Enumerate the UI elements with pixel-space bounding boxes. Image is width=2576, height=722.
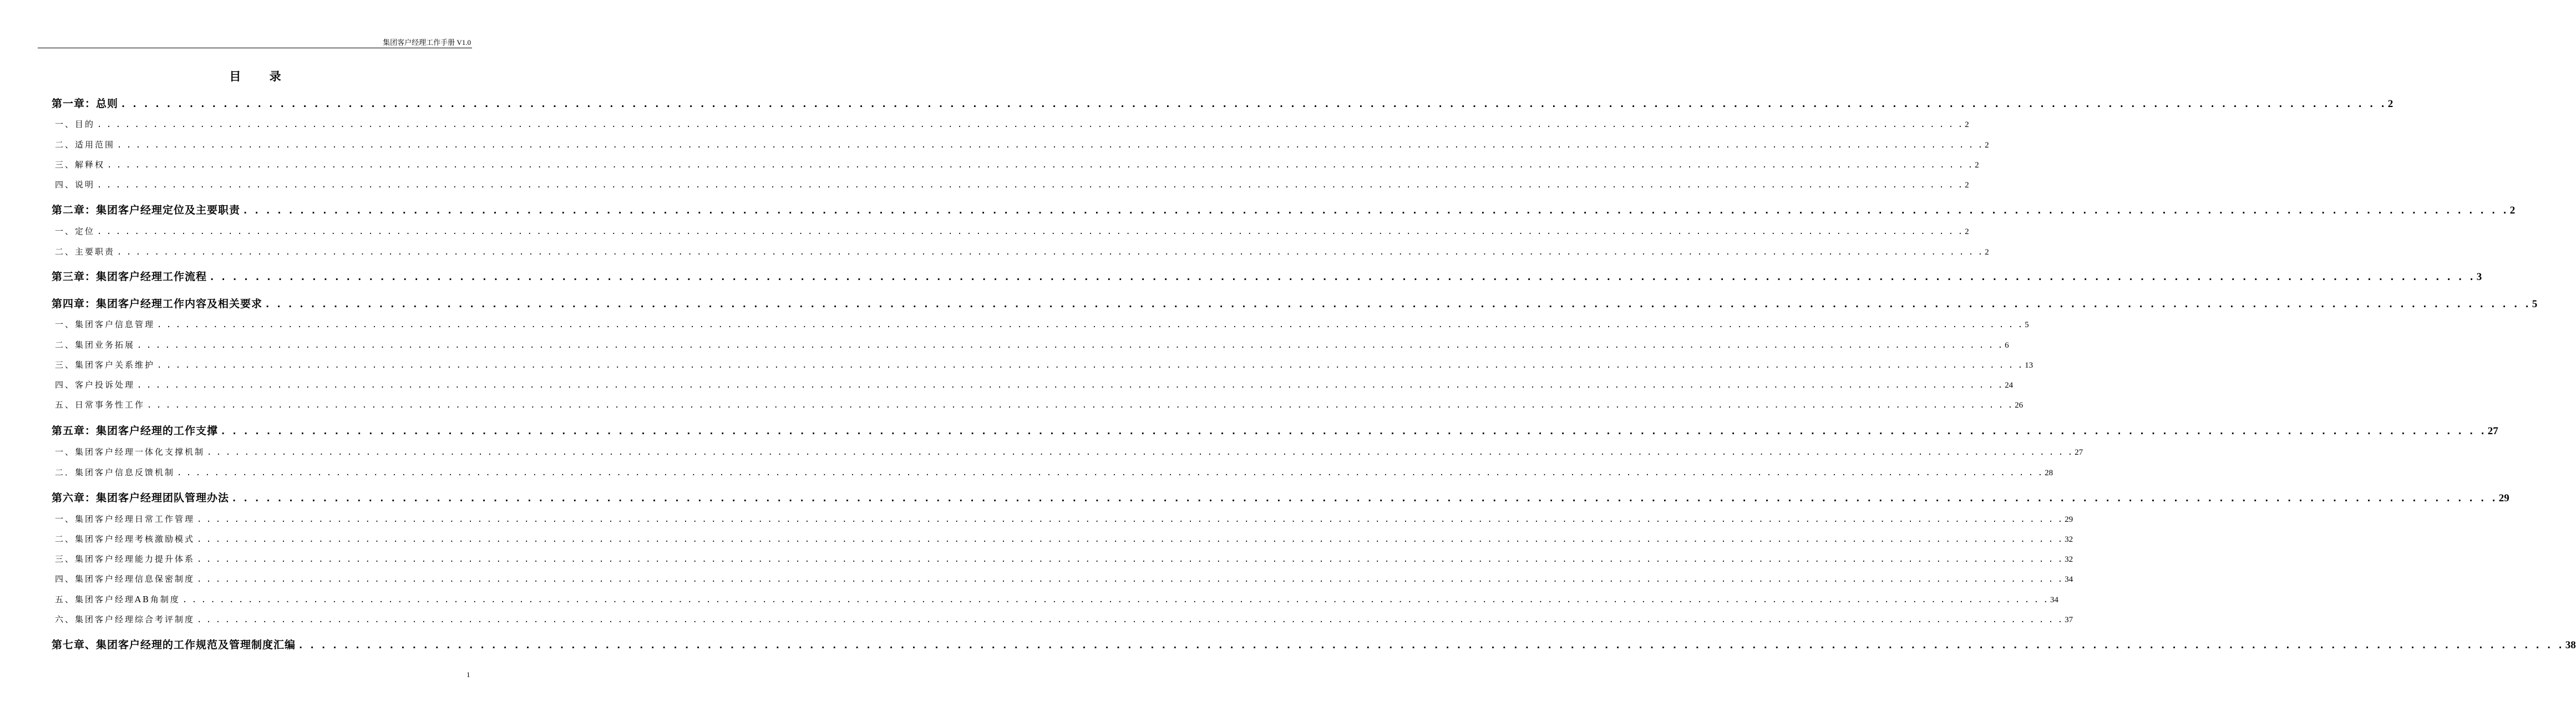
toc-entry-page: 27 bbox=[2487, 425, 2498, 437]
dot-leader: . . . . . . . . . . . . . . . . . . . . . . . . . . . . . . . . . . . . . . . . . . . . . . . . . . . . . . . . . . . . . . . . . . . . . . . . . . . . . . . . . . . . . . . . . . . . . . . . . . . . . . . . . . . . . . . . . . . . . . . . . . . . . . . . . . . . . . . . . . . . . . . . . . . . . . . . . . . . . . . . . . . . . . . . . . . . . . . . . . . . . . . . . . . . . . . . . . . . . . . . bbox=[97, 120, 1963, 129]
dot-leader: . . . . . . . . . . . . . . . . . . . . . . . . . . . . . . . . . . . . . . . . . . . . . . . . . . . . . . . . . . . . . . . . . . . . . . . . . . . . . . . . . . . . . . . . . . . . . . . . . . . . . . . . . . . . . . . . . . . . . . . . . . . . . . . . . . . . . . . . . . . . . . . . . . . . . . . . . . . . . . . . . . . . . . . . . . . . . . . . . . . . . . . . . . . . . . . . . . . . . . . . bbox=[207, 448, 2073, 457]
dot-leader: . . . . . . . . . . . . . . . . . . . . . . . . . . . . . . . . . . . . . . . . . . . . . . . . . . . . . . . . . . . . . . . . . . . . . . . . . . . . . . . . . . . . . . . . . . . . . . . . . . . . . . . . . . . . . . . . . . . . . . . . . . . . . . . . . . . . . . . . . . . . . . . . . . . . . . . . . . . . . . . . . . . . . . . . . . . . . . . . . . . . . . . . . . . . . . . . . . . . . . . . bbox=[147, 401, 2013, 410]
toc-entry-section[interactable] bbox=[52, 139, 1989, 150]
toc-entry-title: 第五章：集团客户经理的工作支撑 bbox=[52, 425, 219, 437]
dot-leader: . . . . . . . . . . . . . . . . . . . . . . . . . . . . . . . . . . . . . . . . . . . . . . . . . . . . . . . . . . . . . . . . . . . . . . . . . . . . . . . . . . . . . . . . . . . . . . . . . . . . . . . . . . . . . . . . . . . . . . . . . . . . . . . . . . . . . . . . . . . . . . . . . . . . . . . . . . . . . . . . . . . . . . . . . . . . . . . . . . . . . . . . . . . . . . . . . . . . . . . . bbox=[298, 640, 2563, 651]
dot-leader: . . . . . . . . . . . . . . . . . . . . . . . . . . . . . . . . . . . . . . . . . . . . . . . . . . . . . . . . . . . . . . . . . . . . . . . . . . . . . . . . . . . . . . . . . . . . . . . . . . . . . . . . . . . . . . . . . . . . . . . . . . . . . . . . . . . . . . . . . . . . . . . . . . . . . . . . . . . . . . . . . . . . . . . . . . . . . . . . . . . . . . . . . . . . . . . . . . . . . . . . bbox=[265, 299, 2530, 310]
toc-entry-chapter[interactable] bbox=[52, 423, 2498, 438]
toc-entry-page: 2 bbox=[1965, 120, 1969, 129]
dot-leader: . . . . . . . . . . . . . . . . . . . . . . . . . . . . . . . . . . . . . . . . . . . . . . . . . . . . . . . . . . . . . . . . . . . . . . . . . . . . . . . . . . . . . . . . . . . . . . . . . . . . . . . . . . . . . . . . . . . . . . . . . . . . . . . . . . . . . . . . . . . . . . . . . . . . . . . . . . . . . . . . . . . . . . . . . . . . . . . . . . . . . . . . . . . . . . . . . . . . . . . . bbox=[197, 616, 2063, 624]
dot-leader: . . . . . . . . . . . . . . . . . . . . . . . . . . . . . . . . . . . . . . . . . . . . . . . . . . . . . . . . . . . . . . . . . . . . . . . . . . . . . . . . . . . . . . . . . . . . . . . . . . . . . . . . . . . . . . . . . . . . . . . . . . . . . . . . . . . . . . . . . . . . . . . . . . . . . . . . . . . . . . . . . . . . . . . . . . . . . . . . . . . . . . . . . . . . . . . . . . . . . . . . bbox=[197, 575, 2063, 584]
toc-entry-title: 四、集团客户经理信息保密制度 bbox=[55, 574, 195, 584]
toc-entry-chapter[interactable] bbox=[52, 637, 2576, 652]
toc-entry-page: 13 bbox=[2025, 361, 2034, 370]
toc-entry-section[interactable] bbox=[52, 379, 2014, 390]
toc-entry-section[interactable] bbox=[52, 573, 2073, 584]
toc-entry-title: 一、集团客户经理一体化支撑机制 bbox=[55, 447, 205, 457]
toc-entry-page: 3 bbox=[2476, 271, 2482, 283]
dot-leader: . . . . . . . . . . . . . . . . . . . . . . . . . . . . . . . . . . . . . . . . . . . . . . . . . . . . . . . . . . . . . . . . . . . . . . . . . . . . . . . . . . . . . . . . . . . . . . . . . . . . . . . . . . . . . . . . . . . . . . . . . . . . . . . . . . . . . . . . . . . . . . . . . . . . . . . . . . . . . . . . . . . . . . . . . . . . . . . . . . . . . . . . . . . . . . . . . . . . . . . . bbox=[182, 596, 2048, 604]
toc-entry-title: 三、集团客户关系维护 bbox=[55, 360, 155, 370]
dot-leader: . . . . . . . . . . . . . . . . . . . . . . . . . . . . . . . . . . . . . . . . . . . . . . . . . . . . . . . . . . . . . . . . . . . . . . . . . . . . . . . . . . . . . . . . . . . . . . . . . . . . . . . . . . . . . . . . . . . . . . . . . . . . . . . . . . . . . . . . . . . . . . . . . . . . . . . . . . . . . . . . . . . . . . . . . . . . . . . . . . . . . . . . . . . . . . . . . . . . . . . . bbox=[137, 341, 2003, 350]
toc-entry-section[interactable] bbox=[52, 359, 2034, 370]
dot-leader: . . . . . . . . . . . . . . . . . . . . . . . . . . . . . . . . . . . . . . . . . . . . . . . . . . . . . . . . . . . . . . . . . . . . . . . . . . . . . . . . . . . . . . . . . . . . . . . . . . . . . . . . . . . . . . . . . . . . . . . . . . . . . . . . . . . . . . . . . . . . . . . . . . . . . . . . . . . . . . . . . . . . . . . . . . . . . . . . . . . . . . . . . . . . . . . . . . . . . . . . bbox=[157, 321, 2023, 329]
toc-entry-title: 第三章：集团客户经理工作流程 bbox=[52, 271, 207, 283]
dot-leader: . . . . . . . . . . . . . . . . . . . . . . . . . . . . . . . . . . . . . . . . . . . . . . . . . . . . . . . . . . . . . . . . . . . . . . . . . . . . . . . . . . . . . . . . . . . . . . . . . . . . . . . . . . . . . . . . . . . . . . . . . . . . . . . . . . . . . . . . . . . . . . . . . . . . . . . . . . . . . . . . . . . . . . . . . . . . . . . . . . . . . . . . . . . . . . . . . . . . . . . . bbox=[197, 535, 2063, 544]
toc-entry-section[interactable] bbox=[52, 613, 2073, 625]
toc-entry-title: 二、集团业务拓展 bbox=[55, 340, 135, 350]
toc-entry-title: 四、说明 bbox=[55, 180, 95, 190]
page-number: 1 bbox=[466, 670, 470, 679]
dot-leader: . . . . . . . . . . . . . . . . . . . . . . . . . . . . . . . . . . . . . . . . . . . . . . . . . . . . . . . . . . . . . . . . . . . . . . . . . . . . . . . . . . . . . . . . . . . . . . . . . . . . . . . . . . . . . . . . . . . . . . . . . . . . . . . . . . . . . . . . . . . . . . . . . . . . . . . . . . . . . . . . . . . . . . . . . . . . . . . . . . . . . . . . . . . . . . . . . . . . . . . . bbox=[137, 381, 2003, 390]
dot-leader: . . . . . . . . . . . . . . . . . . . . . . . . . . . . . . . . . . . . . . . . . . . . . . . . . . . . . . . . . . . . . . . . . . . . . . . . . . . . . . . . . . . . . . . . . . . . . . . . . . . . . . . . . . . . . . . . . . . . . . . . . . . . . . . . . . . . . . . . . . . . . . . . . . . . . . . . . . . . . . . . . . . . . . . . . . . . . . . . . . . . . . . . . . . . . . . . . . . . . . . . bbox=[117, 248, 1983, 257]
toc-entry-page: 2 bbox=[1975, 161, 1979, 170]
toc-entry-page: 29 bbox=[2065, 515, 2073, 524]
toc-entry-page: 24 bbox=[2005, 381, 2014, 390]
toc-entry-page: 28 bbox=[2045, 469, 2053, 477]
toc-entry-title: 四、客户投诉处理 bbox=[55, 380, 135, 390]
toc-entry-page: 2 bbox=[1965, 181, 1969, 190]
toc-entry-page: 2 bbox=[2509, 205, 2516, 216]
dot-leader: . . . . . . . . . . . . . . . . . . . . . . . . . . . . . . . . . . . . . . . . . . . . . . . . . . . . . . . . . . . . . . . . . . . . . . . . . . . . . . . . . . . . . . . . . . . . . . . . . . . . . . . . . . . . . . . . . . . . . . . . . . . . . . . . . . . . . . . . . . . . . . . . . . . . . . . . . . . . . . . . . . . . . . . . . . . . . . . . . . . . . . . . . . . . . . . . . . . . . . . . bbox=[157, 361, 2023, 370]
toc-entry-page: 2 bbox=[1985, 141, 1989, 150]
dot-leader: . . . . . . . . . . . . . . . . . . . . . . . . . . . . . . . . . . . . . . . . . . . . . . . . . . . . . . . . . . . . . . . . . . . . . . . . . . . . . . . . . . . . . . . . . . . . . . . . . . . . . . . . . . . . . . . . . . . . . . . . . . . . . . . . . . . . . . . . . . . . . . . . . . . . . . . . . . . . . . . . . . . . . . . . . . . . . . . . . . . . . . . . . . . . . . . . . . . . . . . . bbox=[231, 493, 2497, 504]
toc-entry-chapter[interactable] bbox=[52, 490, 2509, 505]
toc-entry-page: 38 bbox=[2565, 639, 2576, 651]
dot-leader: . . . . . . . . . . . . . . . . . . . . . . . . . . . . . . . . . . . . . . . . . . . . . . . . . . . . . . . . . . . . . . . . . . . . . . . . . . . . . . . . . . . . . . . . . . . . . . . . . . . . . . . . . . . . . . . . . . . . . . . . . . . . . . . . . . . . . . . . . . . . . . . . . . . . . . . . . . . . . . . . . . . . . . . . . . . . . . . . . . . . . . . . . . . . . . . . . . . . . . . . bbox=[220, 426, 2486, 437]
dot-leader: . . . . . . . . . . . . . . . . . . . . . . . . . . . . . . . . . . . . . . . . . . . . . . . . . . . . . . . . . . . . . . . . . . . . . . . . . . . . . . . . . . . . . . . . . . . . . . . . . . . . . . . . . . . . . . . . . . . . . . . . . . . . . . . . . . . . . . . . . . . . . . . . . . . . . . . . . . . . . . . . . . . . . . . . . . . . . . . . . . . . . . . . . . . . . . . . . . . . . . . . bbox=[177, 469, 2043, 477]
toc-entry-title: 第二章：集团客户经理定位及主要职责 bbox=[52, 204, 241, 216]
toc-entry-page: 26 bbox=[2015, 401, 2024, 410]
toc-entry-section[interactable] bbox=[52, 399, 2024, 410]
toc-entry-section[interactable] bbox=[52, 118, 1969, 130]
toc-entry-page: 5 bbox=[2532, 298, 2538, 310]
toc-entry-section[interactable] bbox=[52, 246, 1989, 257]
toc-entry-title: 一、集团客户信息管理 bbox=[55, 319, 155, 329]
toc-entry-page: 34 bbox=[2050, 596, 2058, 604]
toc-entry-page: 2 bbox=[1985, 248, 1989, 257]
dot-leader: . . . . . . . . . . . . . . . . . . . . . . . . . . . . . . . . . . . . . . . . . . . . . . . . . . . . . . . . . . . . . . . . . . . . . . . . . . . . . . . . . . . . . . . . . . . . . . . . . . . . . . . . . . . . . . . . . . . . . . . . . . . . . . . . . . . . . . . . . . . . . . . . . . . . . . . . . . . . . . . . . . . . . . . . . . . . . . . . . . . . . . . . . . . . . . . . . . . . . . . . bbox=[242, 205, 2508, 216]
toc-entry-title: 二、集团客户经理考核激励模式 bbox=[55, 534, 195, 544]
toc-entry-title: 一、定位 bbox=[55, 226, 95, 236]
toc-entry-page: 32 bbox=[2065, 555, 2073, 564]
toc-entry-chapter[interactable] bbox=[52, 202, 2516, 217]
toc-entry-title: 二、主要职责 bbox=[55, 247, 115, 257]
toc-entry-section[interactable] bbox=[52, 339, 2009, 350]
dot-leader: . . . . . . . . . . . . . . . . . . . . . . . . . . . . . . . . . . . . . . . . . . . . . . . . . . . . . . . . . . . . . . . . . . . . . . . . . . . . . . . . . . . . . . . . . . . . . . . . . . . . . . . . . . . . . . . . . . . . . . . . . . . . . . . . . . . . . . . . . . . . . . . . . . . . . . . . . . . . . . . . . . . . . . . . . . . . . . . . . . . . . . . . . . . . . . . . . . . . . . . . bbox=[117, 141, 1983, 150]
toc-entry-title: 一、目的 bbox=[55, 119, 95, 129]
page-header bbox=[38, 37, 472, 48]
toc-entry-title: 一、集团客户经理日常工作管理 bbox=[55, 514, 195, 524]
toc-entry-section[interactable] bbox=[52, 553, 2073, 565]
toc-entry-page: 29 bbox=[2498, 492, 2509, 504]
toc-entry-title: 五、日常事务性工作 bbox=[55, 400, 145, 410]
dot-leader: . . . . . . . . . . . . . . . . . . . . . . . . . . . . . . . . . . . . . . . . . . . . . . . . . . . . . . . . . . . . . . . . . . . . . . . . . . . . . . . . . . . . . . . . . . . . . . . . . . . . . . . . . . . . . . . . . . . . . . . . . . . . . . . . . . . . . . . . . . . . . . . . . . . . . . . . . . . . . . . . . . . . . . . . . . . . . . . . . . . . . . . . . . . . . . . . . . . . . . . . bbox=[197, 515, 2063, 524]
toc-entry-title: 五、集团客户经理AB角制度 bbox=[55, 594, 180, 604]
toc-entry-title: 第七章、集团客户经理的工作规范及管理制度汇编 bbox=[52, 639, 296, 651]
toc-entry-title: 六、集团客户经理综合考评制度 bbox=[55, 614, 195, 624]
toc-entry-chapter[interactable] bbox=[52, 268, 2482, 283]
toc-entry-page: 6 bbox=[2005, 341, 2009, 350]
toc-entry-section[interactable] bbox=[52, 533, 2073, 545]
dot-leader: . . . . . . . . . . . . . . . . . . . . . . . . . . . . . . . . . . . . . . . . . . . . . . . . . . . . . . . . . . . . . . . . . . . . . . . . . . . . . . . . . . . . . . . . . . . . . . . . . . . . . . . . . . . . . . . . . . . . . . . . . . . . . . . . . . . . . . . . . . . . . . . . . . . . . . . . . . . . . . . . . . . . . . . . . . . . . . . . . . . . . . . . . . . . . . . . . . . . . . . . bbox=[97, 181, 1963, 190]
toc-entry-section[interactable] bbox=[52, 179, 1969, 190]
toc-entry-page: 2 bbox=[2387, 98, 2394, 110]
toc-entry-section[interactable] bbox=[52, 466, 2053, 478]
toc-entry-section[interactable] bbox=[52, 159, 1979, 170]
toc-entry-title: 第一章：总则 bbox=[52, 98, 119, 110]
dot-leader: . . . . . . . . . . . . . . . . . . . . . . . . . . . . . . . . . . . . . . . . . . . . . . . . . . . . . . . . . . . . . . . . . . . . . . . . . . . . . . . . . . . . . . . . . . . . . . . . . . . . . . . . . . . . . . . . . . . . . . . . . . . . . . . . . . . . . . . . . . . . . . . . . . . . . . . . . . . . . . . . . . . . . . . . . . . . . . . . . . . . . . . . . . . . . . . . . . . . . . . . bbox=[197, 555, 2063, 564]
toc-entry-title: 二．集团客户信息反馈机制 bbox=[55, 467, 175, 477]
toc-entry-chapter[interactable] bbox=[52, 95, 2394, 110]
toc-entry-title: 三、解释权 bbox=[55, 160, 105, 170]
toc-entry-chapter[interactable] bbox=[52, 296, 2538, 311]
toc-entry-page: 27 bbox=[2075, 448, 2083, 457]
toc-entry-title: 第六章：集团客户经理团队管理办法 bbox=[52, 492, 230, 504]
toc-entry-section[interactable] bbox=[52, 513, 2073, 525]
dot-leader: . . . . . . . . . . . . . . . . . . . . . . . . . . . . . . . . . . . . . . . . . . . . . . . . . . . . . . . . . . . . . . . . . . . . . . . . . . . . . . . . . . . . . . . . . . . . . . . . . . . . . . . . . . . . . . . . . . . . . . . . . . . . . . . . . . . . . . . . . . . . . . . . . . . . . . . . . . . . . . . . . . . . . . . . . . . . . . . . . . . . . . . . . . . . . . . . . . . . . . . . bbox=[97, 227, 1963, 236]
toc-title: 目 录 bbox=[229, 69, 293, 83]
toc-entry-title: 第四章：集团客户经理工作内容及相关要求 bbox=[52, 298, 263, 310]
dot-leader: . . . . . . . . . . . . . . . . . . . . . . . . . . . . . . . . . . . . . . . . . . . . . . . . . . . . . . . . . . . . . . . . . . . . . . . . . . . . . . . . . . . . . . . . . . . . . . . . . . . . . . . . . . . . . . . . . . . . . . . . . . . . . . . . . . . . . . . . . . . . . . . . . . . . . . . . . . . . . . . . . . . . . . . . . . . . . . . . . . . . . . . . . . . . . . . . . . . . . . . . bbox=[120, 99, 2386, 110]
toc-entry-page: 5 bbox=[2025, 321, 2029, 329]
toc-entry-section[interactable] bbox=[52, 225, 1969, 237]
toc-entry-page: 37 bbox=[2065, 616, 2073, 624]
toc-entry-section[interactable] bbox=[52, 446, 2083, 457]
toc-entry-section[interactable] bbox=[52, 593, 2058, 605]
toc-entry-page: 2 bbox=[1965, 227, 1969, 236]
dot-leader: . . . . . . . . . . . . . . . . . . . . . . . . . . . . . . . . . . . . . . . . . . . . . . . . . . . . . . . . . . . . . . . . . . . . . . . . . . . . . . . . . . . . . . . . . . . . . . . . . . . . . . . . . . . . . . . . . . . . . . . . . . . . . . . . . . . . . . . . . . . . . . . . . . . . . . . . . . . . . . . . . . . . . . . . . . . . . . . . . . . . . . . . . . . . . . . . . . . . . . . . bbox=[209, 272, 2474, 283]
header-title: 集团客户经理工作手册 V1.0 bbox=[383, 38, 471, 47]
toc-entry-title: 二、适用范围 bbox=[55, 140, 115, 150]
dot-leader: . . . . . . . . . . . . . . . . . . . . . . . . . . . . . . . . . . . . . . . . . . . . . . . . . . . . . . . . . . . . . . . . . . . . . . . . . . . . . . . . . . . . . . . . . . . . . . . . . . . . . . . . . . . . . . . . . . . . . . . . . . . . . . . . . . . . . . . . . . . . . . . . . . . . . . . . . . . . . . . . . . . . . . . . . . . . . . . . . . . . . . . . . . . . . . . . . . . . . . . . bbox=[107, 161, 1973, 170]
toc-entry-title: 三、集团客户经理能力提升体系 bbox=[55, 554, 195, 564]
toc-entry-section[interactable] bbox=[52, 318, 2029, 330]
toc-entry-page: 32 bbox=[2065, 535, 2073, 544]
toc-entry-page: 34 bbox=[2065, 575, 2073, 584]
